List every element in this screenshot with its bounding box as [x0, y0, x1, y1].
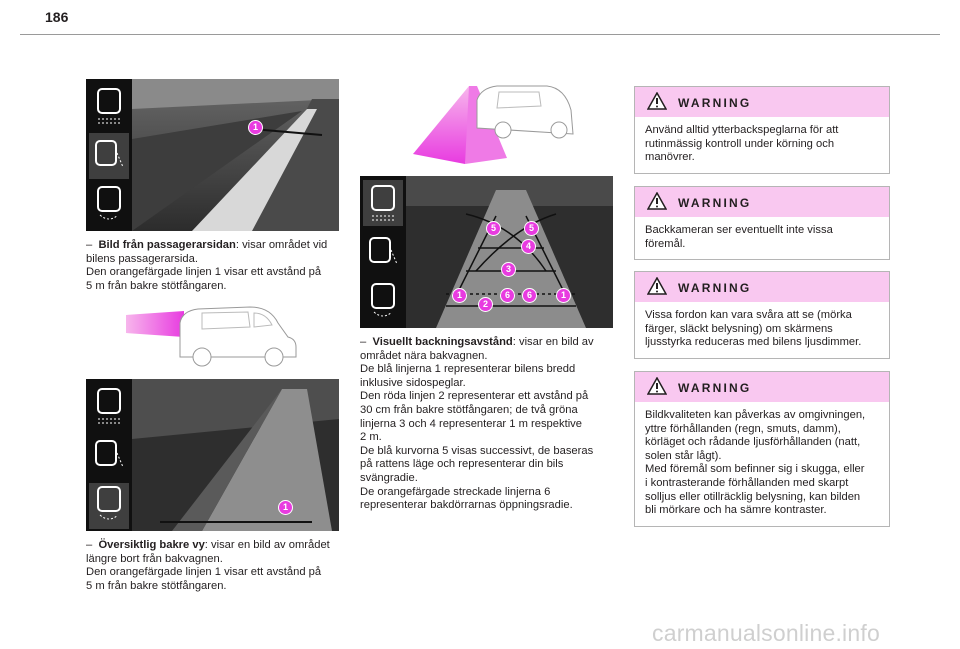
warning-title: WARNING	[678, 96, 752, 110]
warning-text: Använd alltid ytterbackspeglarna för att rutinmässig kontroll under körning och manövrer.	[645, 124, 839, 164]
camera-image-overview	[86, 379, 339, 531]
warning-title: WARNING	[678, 381, 752, 395]
marker-2: 2	[478, 297, 493, 312]
warning-text: Bildkvaliteten kan påverkas av omgivningen, yttre förhållanden (regn, smuts, damm), körläget och rådande ljusförhållanden (natt, solen står lågt). Med föremål som befinner sig i skugga, eller i kontrasterande förhållanden med skarpt solljus eller otillräcklig belysning, kan bilden bli mörkare och ha sämre kontraster.	[645, 409, 866, 517]
marker-6-right: 6	[522, 288, 537, 303]
rear-wide-view-icon	[89, 483, 129, 529]
warning-header	[635, 87, 889, 117]
warning-triangle-icon	[647, 377, 667, 395]
marker-1: 1	[248, 120, 263, 135]
rear-camera-view-icon	[89, 383, 129, 429]
warning-box	[634, 186, 890, 260]
warning-text: Vissa fordon kan vara svåra att se (mörka färger, släckt belysning) om skärmens ljusstyrka reduceras med bilens ljusdimmer.	[645, 309, 862, 349]
warning-box	[634, 271, 890, 359]
rear-camera-view-icon	[89, 83, 129, 129]
warning-triangle-icon	[647, 92, 667, 110]
warning-text: Backkameran ser eventuellt inte vissa föremål.	[645, 224, 833, 250]
marker-5-left: 5	[486, 221, 501, 236]
warning-header	[635, 187, 889, 217]
rear-wide-view-icon	[363, 280, 403, 326]
warning-box	[634, 86, 890, 174]
marker-6-left: 6	[500, 288, 515, 303]
page-number: 186	[45, 9, 69, 25]
warning-header	[635, 372, 889, 402]
vehicle-rear-camera-illustration	[407, 80, 577, 172]
vehicle-side-camera-illustration	[120, 303, 305, 369]
watermark: carmanualsonline.info	[652, 620, 880, 646]
marker-3: 3	[501, 262, 516, 277]
marker-4: 4	[521, 239, 536, 254]
warning-title: WARNING	[678, 196, 752, 210]
marker-5-right: 5	[524, 221, 539, 236]
caption-visual-distance: – Visuellt backningsavstånd: visar en bild av området nära bakvagnen. De blå linjerna 1 representerar bilens bredd inklusive sidospeglar. Den röda linjen 2 representerar ett avstånd på 30 cm från bakre stötfångaren; de två gröna linjerna 3 och 4 representerar 1 m respektive 2 m. De blå kurvorna 5 visas successivt, de baseras på rattens läge och representerar din bils svängradie. De orangefärgade streckade linjerna 6 representerar bakdörrarnas öppningsradie.	[360, 336, 594, 512]
camera-view-guide-lines	[406, 176, 613, 328]
warning-header	[635, 272, 889, 302]
rear-wide-view-icon	[89, 183, 129, 229]
marker-1-left: 1	[452, 288, 467, 303]
warning-triangle-icon	[647, 277, 667, 295]
warning-box	[634, 371, 890, 527]
warning-triangle-icon	[647, 192, 667, 210]
warning-title: WARNING	[678, 281, 752, 295]
camera-image-visual-distance	[360, 176, 613, 328]
camera-view-cobblestone-path	[132, 379, 339, 531]
rear-camera-view-icon	[363, 180, 403, 226]
caption-passenger-side: – Bild från passagerarsidan: visar området vid bilens passagerarsida. Den orangefärgade linjen 1 visar ett avstånd på 5 m från bakre stötfångaren.	[86, 239, 328, 292]
camera-view-roadside	[132, 79, 339, 231]
side-view-icon	[89, 133, 129, 179]
side-view-icon	[89, 433, 129, 479]
camera-image-passenger-side	[86, 79, 339, 231]
marker-1-right: 1	[556, 288, 571, 303]
side-view-icon	[363, 230, 403, 276]
marker-1: 1	[278, 500, 293, 515]
header-divider	[20, 34, 940, 35]
caption-overview: – Översiktlig bakre vy: visar en bild av området längre bort från bakvagnen. Den orangefärgade linjen 1 visar ett avstånd på 5 m från bakre stötfångaren.	[86, 539, 330, 592]
